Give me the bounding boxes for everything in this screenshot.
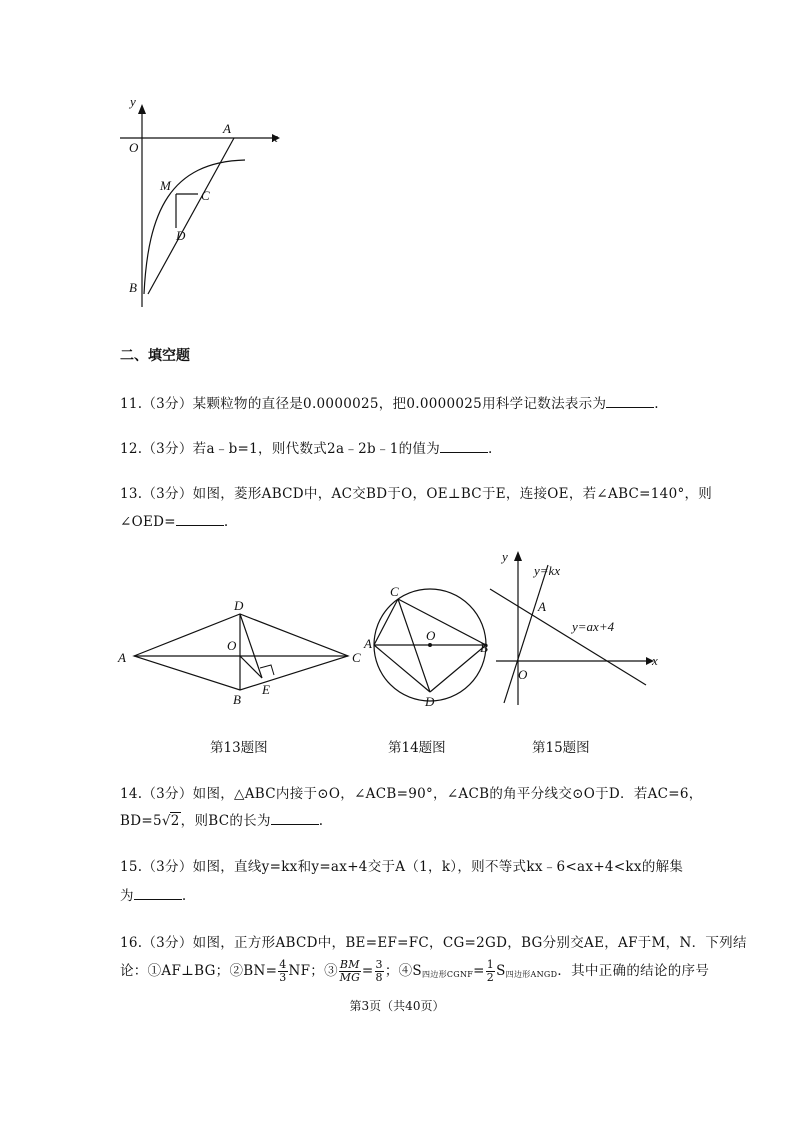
- question-14-line2: BD=5√2，则BC的长为 .: [120, 809, 323, 829]
- label-d: D: [425, 694, 435, 709]
- figure-curve-graph: [110, 92, 290, 307]
- label-d: D: [176, 228, 186, 243]
- label-a: A: [538, 599, 546, 614]
- label-a: A: [223, 121, 231, 136]
- figure-15-graph: [488, 545, 668, 710]
- question-13-line2: ∠OED= .: [120, 511, 228, 530]
- sqrt-symbol: √: [161, 813, 171, 829]
- caption-fig-15: 第15题图: [532, 740, 590, 756]
- caption-fig-13: 第13题图: [210, 740, 268, 756]
- caption-fig-14: 第14题图: [388, 740, 446, 756]
- y-axis-arrow: [514, 551, 522, 561]
- label-o: O: [129, 140, 139, 155]
- label-x: x: [272, 130, 278, 145]
- fraction-4-3: $\frac{4}{3}$: [279, 958, 287, 984]
- segment-ca: [374, 599, 398, 645]
- segment-de: [240, 614, 262, 678]
- segment-bd: [430, 645, 486, 692]
- label-a: A: [364, 636, 372, 651]
- question-15-line2: 为 .: [120, 884, 186, 904]
- label-e: E: [262, 682, 270, 697]
- fraction-bm-mg: $\frac{BM}{MG}$: [339, 958, 361, 984]
- answer-blank-14[interactable]: [271, 810, 319, 825]
- label-c: C: [201, 188, 210, 203]
- label-b: B: [233, 692, 241, 707]
- answer-blank-13[interactable]: [176, 511, 224, 526]
- section-title: 二、填空题: [120, 348, 190, 364]
- question-13-line1: 13.（3分）如图，菱形ABCD中，AC交BD于O，OE⊥BC于E，连接OE，若∠ABC=140°，则: [120, 486, 713, 502]
- label-x: x: [652, 653, 658, 668]
- line-y-ax-plus-4: [490, 589, 646, 685]
- label-d: D: [234, 598, 244, 613]
- answer-blank-15[interactable]: [134, 885, 182, 900]
- question-14-line1: 14.（3分）如图，△ABC内接于⊙O，∠ACB=90°，∠ACB的角平分线交⊙O于D．若AC=6，: [120, 786, 703, 802]
- rhombus-abcd: [134, 614, 348, 690]
- y-axis-arrow: [138, 104, 146, 114]
- label-y: y: [502, 549, 508, 564]
- question-15-line1: 15.（3分）如图，直线y=kx和y=ax+4交于A（1，k），则不等式kx﹣6<ax+4<kx的解集: [120, 859, 684, 875]
- answer-blank-11[interactable]: [606, 393, 654, 408]
- line-ab: [148, 138, 234, 294]
- label-c: C: [352, 650, 361, 665]
- figure-14-circle: [362, 582, 492, 712]
- label-a: A: [118, 650, 126, 665]
- label-y: y: [130, 94, 136, 109]
- fraction-1-2: $\frac{1}{2}$: [486, 958, 495, 984]
- label-b: B: [129, 280, 137, 295]
- label-line-ax4: y=ax+4: [572, 619, 615, 634]
- label-line-kx: y=kx: [534, 563, 561, 578]
- question-12: 12.（3分）若a﹣b=1，则代数式2a﹣2b﹣1的值为 .: [120, 437, 493, 457]
- question-16-line1: 16.（3分）如图，正方形ABCD中，BE=EF=FC，CG=2GD，BG分别交AE，AF于M，N．下列结: [120, 935, 747, 951]
- fraction-3-8: $\frac{3}{8}$: [375, 958, 383, 984]
- question-11: 11.（3分）某颗粒物的直径是0.0000025，把0.0000025用科学记数法表示为 .: [120, 392, 659, 412]
- label-o: O: [426, 628, 436, 643]
- right-angle-mark: [260, 665, 274, 675]
- center-dot: [428, 643, 432, 647]
- label-o: O: [227, 638, 237, 653]
- label-b: B: [480, 640, 488, 655]
- answer-blank-12[interactable]: [440, 438, 488, 453]
- page-footer: 第3页（共40页）: [349, 999, 445, 1013]
- label-c: C: [390, 584, 399, 599]
- label-o: O: [518, 667, 528, 682]
- line-y-kx: [504, 565, 548, 703]
- label-m: M: [160, 178, 171, 193]
- question-16-line2: 论：①AF⊥BG；②BN= $\frac{4}{3}$ NF；③ $\frac{BM}{MG}$ = $\frac{3}{8}$ ；$④S_{四边形CGNF}=$ $\frac{1}{2}$ $S_{四边形ANGD}$．其中正确的结论的序号: [120, 958, 710, 984]
- figure-13-rhombus: [112, 596, 372, 711]
